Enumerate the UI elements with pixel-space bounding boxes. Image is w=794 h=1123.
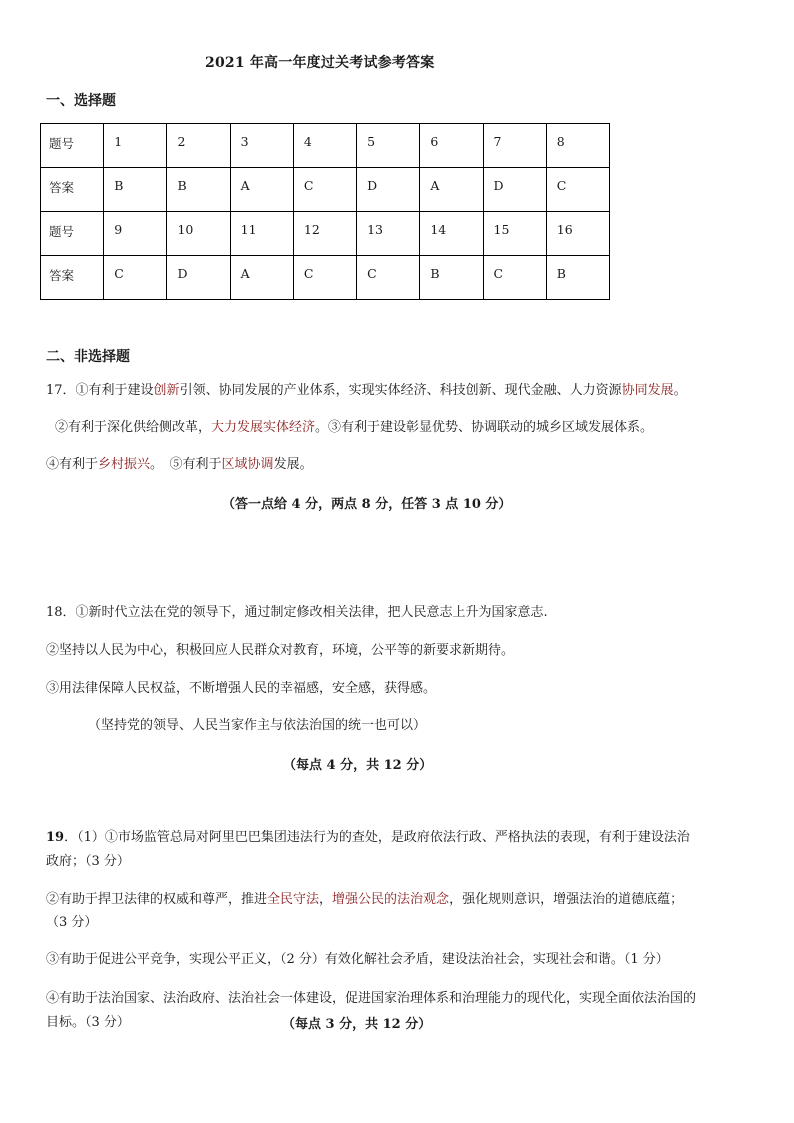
section-heading-nonchoice: 二、非选择题 [46,349,130,365]
table-cell: 4 [293,124,356,168]
table-cell: 3 [230,124,293,168]
table-row [41,124,610,168]
q19-line-3: ③有助于促进公平竞争，实现公平正义，（2 分）有效化解社会矛盾，建设法治社会，实现社会和谐。（1 分） [46,952,669,967]
table-cell: 16 [546,212,609,256]
table-cell: 14 [420,212,483,256]
table-row [41,212,610,256]
table-cell: 7 [483,124,546,168]
table-cell: D [167,256,230,300]
section-heading-choice: 一、选择题 [46,93,116,109]
q17-line-2: ②有利于深化供给侧改革，大力发展实体经济。③有利于建设彰显优势、协调联动的城乡区域发展体系。 [55,420,654,435]
table-cell: C [483,256,546,300]
table-cell: C [546,168,609,212]
q19-score: （每点 3 分，共 12 分） [282,1017,432,1032]
table-cell: B [104,168,167,212]
q18-score: （每点 4 分，共 12 分） [283,758,433,773]
row-label: 题号 [41,124,104,168]
q17-line-3: ④有利于乡村振兴。 ⑤有利于区域协调发展。 [46,457,313,472]
q17-line-1: 17．①有利于建设创新引领、协同发展的产业体系，实现实体经济、科技创新、现代金融、人力资源协同发展。 [46,383,687,398]
q17-score: （答一点给 4 分，两点 8 分，任答 3 点 10 分） [222,497,512,512]
table-cell: D [357,168,420,212]
table-cell: A [230,256,293,300]
table-cell: C [293,256,356,300]
table-row [41,256,610,300]
table-cell: 12 [293,212,356,256]
q18-note: （坚持党的领导、人民当家作主与依法治国的统一也可以） [88,718,427,733]
q19-line-2b: （3 分） [46,915,98,930]
table-cell: 1 [104,124,167,168]
row-label: 答案 [41,256,104,300]
q19-line-1a-text: ．（1）①市场监管总局对阿里巴巴集团违法行为的查处，是政府依法行政、严格执法的表现，有利于建设法治 [64,830,690,845]
q18-line-3: ③用法律保障人民权益，不断增强人民的幸福感，安全感，获得感。 [46,681,437,696]
table-cell: B [167,168,230,212]
q19-line-1b: 政府；（3 分） [46,854,130,869]
table-cell: 9 [104,212,167,256]
row-label: 答案 [41,168,104,212]
table-cell: 15 [483,212,546,256]
table-cell: 2 [167,124,230,168]
page-title: 2021 年高一年度过关考试参考答案 [205,55,435,71]
table-cell: B [546,256,609,300]
table-cell: 8 [546,124,609,168]
q18-line-2: ②坚持以人民为中心，积极回应人民群众对教育，环境，公平等的新要求新期待。 [46,643,515,658]
table-cell: 5 [357,124,420,168]
table-cell: 6 [420,124,483,168]
table-cell: A [420,168,483,212]
q19-line-4b: 目标。（3 分） [46,1015,130,1030]
table-cell: A [230,168,293,212]
table-cell: 10 [167,212,230,256]
q19-line-2a: ②有助于捍卫法律的权威和尊严，推进全民守法，增强公民的法治观念，强化规则意识，增强法治的道德底蕴； [46,892,684,907]
q19-line-1a: 19．（1）①市场监管总局对阿里巴巴集团违法行为的查处，是政府依法行政、严格执法的表现，有利于建设法治 [46,830,690,845]
table-cell: C [104,256,167,300]
table-cell: C [357,256,420,300]
table-cell: D [483,168,546,212]
answer-table [40,123,610,300]
table-cell: C [293,168,356,212]
q19-line-4a: ④有助于法治国家、法治政府、法治社会一体建设，促进国家治理体系和治理能力的现代化，实现全面依法治国的 [46,991,697,1006]
table-row [41,168,610,212]
row-label: 题号 [41,212,104,256]
table-cell: B [420,256,483,300]
table-cell: 11 [230,212,293,256]
table-cell: 13 [357,212,420,256]
q18-line-1: 18．①新时代立法在党的领导下，通过制定修改相关法律，把人民意志上升为国家意志. [46,605,548,620]
